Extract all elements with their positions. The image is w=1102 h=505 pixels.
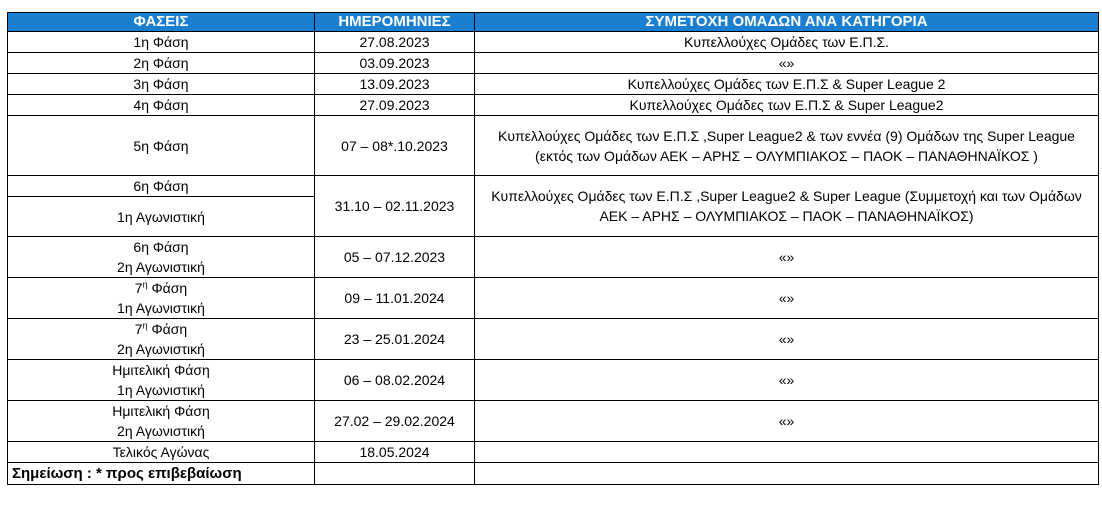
date-cell: 27.09.2023: [315, 95, 475, 116]
table-row: [8, 74, 1099, 95]
date-cell: 13.09.2023: [315, 74, 475, 95]
table-row: [8, 360, 1099, 381]
teams-cell: Κυπελλούχες Ομάδες των Ε.Π.Σ ,Super League2 & των εννέα (9) Ομάδων της Super League (εκτός των Ομάδων ΑΕΚ – ΑΡΗΣ – ΟΛΥΜΠΙΑΚΟΣ – ΠΑΟΚ – ΠΑΝΑΘΗΝΑΪΚΟΣ ): [475, 116, 1099, 176]
teams-cell: «»: [475, 237, 1099, 278]
teams-cell: «»: [475, 319, 1099, 360]
date-cell: 09 – 11.01.2024: [315, 278, 475, 319]
teams-cell: «»: [475, 360, 1099, 401]
superscript: η: [142, 320, 148, 331]
phase-cell: 5η Φάση: [8, 116, 315, 176]
empty-cell: [315, 463, 475, 485]
phase-cell: 3η Φάση: [8, 74, 315, 95]
date-cell: 27.08.2023: [315, 32, 475, 53]
phase-subcell: 2η Αγωνιστική: [8, 421, 315, 442]
table-row: [8, 116, 1099, 176]
header-dates: ΗΜΕΡΟΜΗΝΙΕΣ: [315, 13, 475, 32]
table-row: [8, 319, 1099, 340]
phase-cell: Ημιτελική Φάση: [8, 401, 315, 422]
date-cell: 27.02 – 29.02.2024: [315, 401, 475, 442]
phase-subcell: 1η Αγωνιστική: [8, 298, 315, 319]
note-row: [8, 463, 1099, 485]
date-cell: 31.10 – 02.11.2023: [315, 176, 475, 237]
phase-subcell: 1η Αγωνιστική: [8, 197, 315, 237]
superscript: η: [142, 279, 148, 290]
table-row: [8, 278, 1099, 299]
table-row: [8, 176, 1099, 197]
table-row: [8, 53, 1099, 74]
phase-subcell: 2η Αγωνιστική: [8, 339, 315, 360]
date-cell: 05 – 07.12.2023: [315, 237, 475, 278]
teams-cell: Κυπελλούχες Ομάδες των Ε.Π.Σ & Super League 2: [475, 74, 1099, 95]
date-cell: 06 – 08.02.2024: [315, 360, 475, 401]
empty-cell: [475, 463, 1099, 485]
header-row: [8, 13, 1099, 32]
teams-cell: Κυπελλούχες Ομάδες των Ε.Π.Σ & Super League2: [475, 95, 1099, 116]
phase-cell: 6η Φάση: [8, 237, 315, 258]
note-text: Σημείωση : * προς επιβεβαίωση: [8, 463, 315, 485]
phase-cell: 2η Φάση: [8, 53, 315, 74]
phase-subcell: 1η Αγωνιστική: [8, 380, 315, 401]
teams-cell: «»: [475, 53, 1099, 74]
teams-cell: Κυπελλούχες Ομάδες των Ε.Π.Σ ,Super League2 & Super League (Συμμετοχή και των Ομάδων ΑΕΚ – ΑΡΗΣ – ΟΛΥΜΠΙΑΚΟΣ – ΠΑΟΚ – ΠΑΝΑΘΗΝΑΪΚΟΣ): [475, 176, 1099, 237]
date-cell: 03.09.2023: [315, 53, 475, 74]
date-cell: 07 – 08*.10.2023: [315, 116, 475, 176]
phase-cell: 6η Φάση: [8, 176, 315, 197]
table-row: [8, 237, 1099, 258]
schedule-table: [7, 12, 1099, 485]
teams-cell: [475, 442, 1099, 463]
phase-subcell: 2η Αγωνιστική: [8, 257, 315, 278]
phase-cell: $7^\eta$ Φάση: [8, 278, 315, 299]
date-cell: 18.05.2024: [315, 442, 475, 463]
table-row: [8, 32, 1099, 53]
phase-cell: $7^\eta$ Φάση: [8, 319, 315, 340]
phase-cell: Τελικός Αγώνας: [8, 442, 315, 463]
teams-cell: Κυπελλούχες Ομάδες των Ε.Π.Σ.: [475, 32, 1099, 53]
table-row: [8, 95, 1099, 116]
phase-cell: 1η Φάση: [8, 32, 315, 53]
phase-cell: Ημιτελική Φάση: [8, 360, 315, 381]
date-cell: 23 – 25.01.2024: [315, 319, 475, 360]
header-phases: ΦΑΣΕΙΣ: [8, 13, 315, 32]
table-row: [8, 442, 1099, 463]
table-row: [8, 401, 1099, 422]
teams-cell: «»: [475, 278, 1099, 319]
phase-cell: 4η Φάση: [8, 95, 315, 116]
header-participation: ΣΥΜΕΤΟΧΗ ΟΜΑΔΩΝ ΑΝΑ ΚΑΤΗΓΟΡΙΑ: [475, 13, 1099, 32]
teams-cell: «»: [475, 401, 1099, 442]
